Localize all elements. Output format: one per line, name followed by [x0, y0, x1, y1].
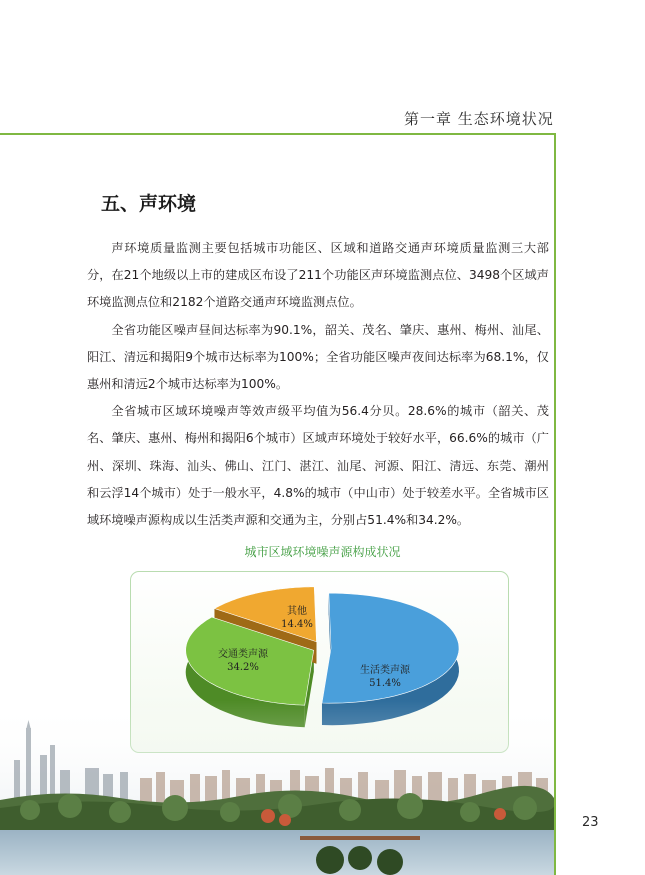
- side-rule: [554, 133, 556, 875]
- chart-title: 城市区域环境噪声源构成状况: [244, 545, 401, 559]
- header-rule: [0, 133, 556, 135]
- slice-value-label: 14.4%: [281, 619, 313, 630]
- city-skyline-image: [0, 700, 554, 875]
- paragraph: 全省城市区域环境噪声等效声级平均值为56.4分贝。28.6%的城市（韶关、茂名、肇庆、惠州、梅州和揭阳6个城市）区域声环境处于较好水平，66.6%的城市（广州、深圳、珠海、汕头、佛山、江门、湛江、汕尾、河源、阳江、清远、东莞、潮州和云浮14个城市）处于一般水平，4.8%的城市（中山市）处于较差水平。全省城市区域环境噪声源构成以生活类声源和交通为主，分别占51.4%和34.2%。: [87, 404, 549, 528]
- page-number: 23: [582, 815, 599, 830]
- body-text: [87, 235, 549, 534]
- section-title: 五、声环境: [101, 193, 197, 215]
- slice-category-label: 交通类声源: [218, 649, 268, 660]
- slice-value-label: 34.2%: [227, 662, 259, 673]
- slice-category-label: 其他: [287, 606, 307, 617]
- paragraph: 全省功能区噪声昼间达标率为90.1%，韶关、茂名、肇庆、惠州、梅州、汕尾、阳江、清远和揭阳9个城市达标率为100%；全省功能区噪声夜间达标率为68.1%，仅惠州和清远2个城市达标率为100%。: [87, 322, 549, 392]
- paragraph: 声环境质量监测主要包括城市功能区、区域和道路交通声环境质量监测三大部分，在21个地级以上市的建成区布设了211个功能区声环境监测点位、3498个区域声环境监测点位和2182个道路交通声环境监测点位。: [87, 241, 549, 310]
- slice-category-label: 生活类声源: [360, 665, 410, 676]
- slice-value-label: 51.4%: [369, 678, 401, 689]
- chapter-header: 第一章 生态环境状况: [404, 110, 554, 128]
